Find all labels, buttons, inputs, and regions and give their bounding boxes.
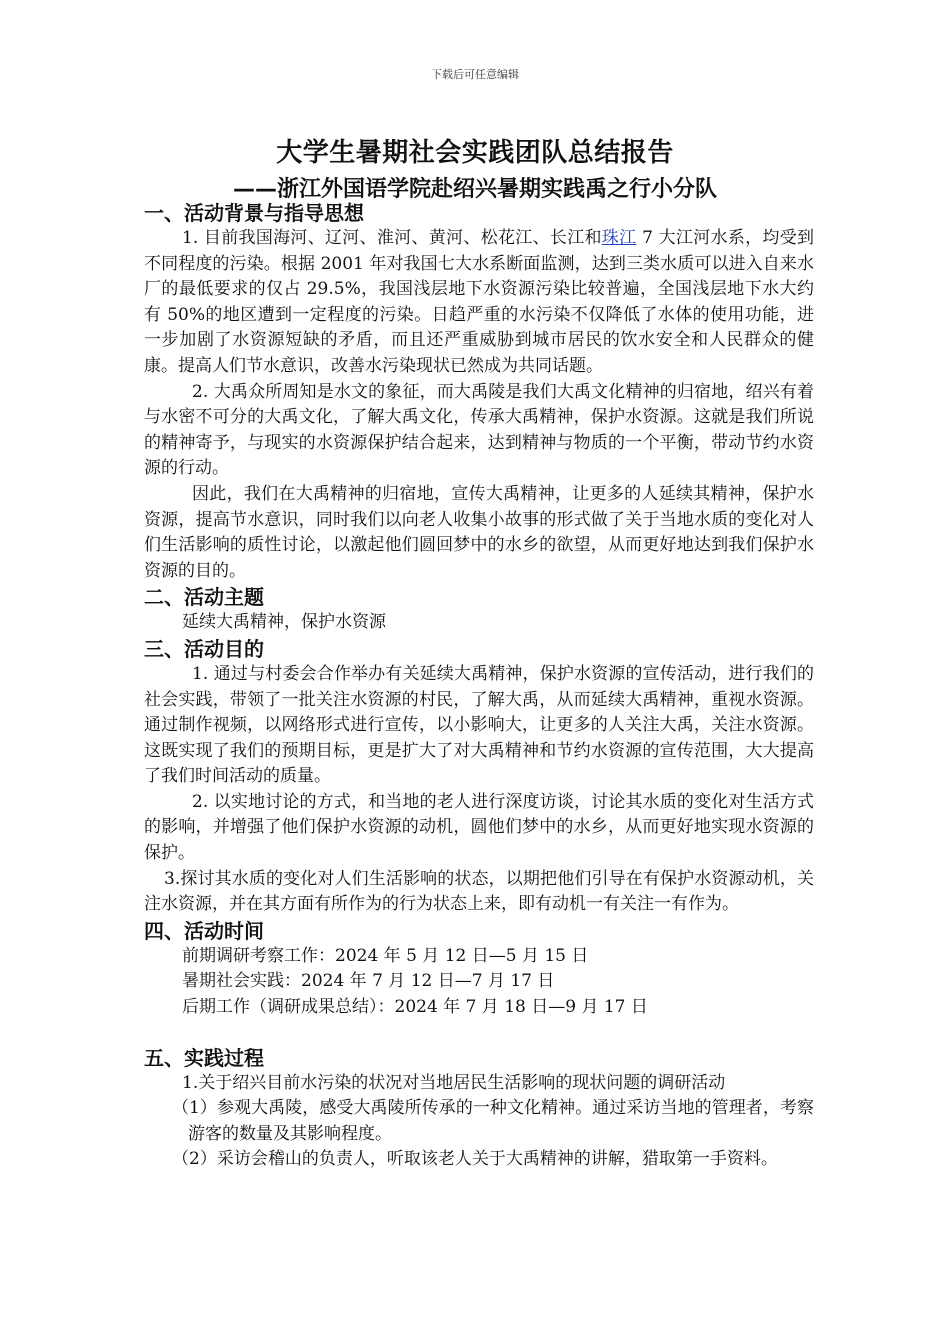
theme-text: 延续大禹精神，保护水资源 <box>182 612 386 633</box>
paragraph-background-3: 因此，我们在大禹精神的归宿地，宣传大禹精神，让更多的人延续其精神，保护水资源，提高节水意识，同时我们以向老人收集小故事的形式做了关于当地水质的变化对人们生活影响的质性讨论，以激起他们圆回梦中的水乡的欲望，从而更好地达到我们保护水资源的目的。 <box>144 483 814 581</box>
report-title: 大学生暑期社会实践团队总结报告 <box>276 138 674 168</box>
paragraph-background-2: 2. 大禹众所周知是水文的象征，而大禹陵是我们大禹文化精神的归宿地，绍兴有着与水密不可分的大禹文化，了解大禹文化，传承大禹精神，保护水资源。这就是我们所说的精神寄予，与现实的水资源保护结合起来，达到精神与物质的一个平衡，带动节约水资源的行动。 <box>144 381 814 479</box>
paragraph-purpose-1: 1. 通过与村委会合作举办有关延续大禹精神，保护水资源的宣传活动，进行我们的社会实践，带领了一批关注水资源的村民，了解大禹，从而延续大禹精神，重视水资源。通过制作视频，以网络形式进行宣传，以小影响大，让更多的人关注大禹，关注水资源。这既实现了我们的预期目标，更是扩大了对大禹精神和节约水资源的宣传范围，大大提高了我们时间活动的质量。 <box>144 663 814 787</box>
time-line-2: 暑期社会实践：2024 年 7 月 12 日—7 月 17 日 <box>182 971 555 992</box>
section-heading-process: 五、实践过程 <box>144 1045 264 1070</box>
pearl-river-link[interactable]: 珠江 <box>601 228 637 248</box>
paragraph-purpose-2: 2. 以实地讨论的方式，和当地的老人进行深度访谈，讨论其水质的变化对生活方式的影响，并增强了他们保护水资源的动机，圆他们梦中的水乡，从而更好地实现水资源的保护。 <box>144 791 814 864</box>
section-heading-background: 一、活动背景与指导思想 <box>144 201 364 225</box>
report-subtitle: ——浙江外国语学院赴绍兴暑期实践禹之行小分队 <box>232 177 717 202</box>
header-note: 下载后可任意编辑 <box>431 68 519 81</box>
process-item-1: 1.关于绍兴目前水污染的状况对当地居民生活影响的现状问题的调研活动 <box>182 1072 726 1093</box>
process-subitem-1: （1）参观大禹陵，感受大禹陵所传承的一种文化精神。通过采访当地的管理者，考察游客的数量及其影响程度。 <box>172 1098 814 1144</box>
time-line-3: 后期工作（调研成果总结）：2024 年 7 月 18 日—9 月 17 日 <box>182 997 648 1018</box>
process-subitem-2: （2）采访会稽山的负责人，听取该老人关于大禹精神的讲解，猎取第一手资料。 <box>172 1149 778 1170</box>
section-heading-theme: 二、活动主题 <box>144 585 264 610</box>
spacer <box>144 1021 814 1045</box>
section-heading-time: 四、活动时间 <box>144 918 264 943</box>
time-line-1: 前期调研考察工作：2024 年 5 月 12 日—5 月 15 日 <box>182 945 589 966</box>
document-body <box>144 200 814 1173</box>
paragraph-purpose-3: 3.探讨其水质的变化对人们生活影响的状态，以期把他们引导在有保护水资源动机，关注水资源，并在其方面有所作为的行为状态上来，即有动机一有关注一有作为。 <box>144 868 814 915</box>
paragraph-background-1 <box>144 226 814 380</box>
section-heading-purpose: 三、活动目的 <box>144 636 264 661</box>
paragraph-text: 1. 目前我国海河、辽河、淮河、黄河、松花江、长江和 <box>182 228 602 248</box>
paragraph-text: 7 大江河水系，均受到不同程度的污染。根据 2001 年对我国七大水系断面监测，达到三类水质可以进入自来水厂的最低要求的仅占 29.5%，我国浅层地下水资源污染比较普遍，全国浅层地下水大约有 50%的地区遭到一定程度的污染。日趋严重的水污染不仅降低了水体的使用功能，进一步加剧了水资源短缺的矛盾，而且还严重威胁到城市居民的饮水安全和人民群众的健康。提高人们节水意识，改善水污染现状已然成为共同话题。 <box>144 228 815 376</box>
